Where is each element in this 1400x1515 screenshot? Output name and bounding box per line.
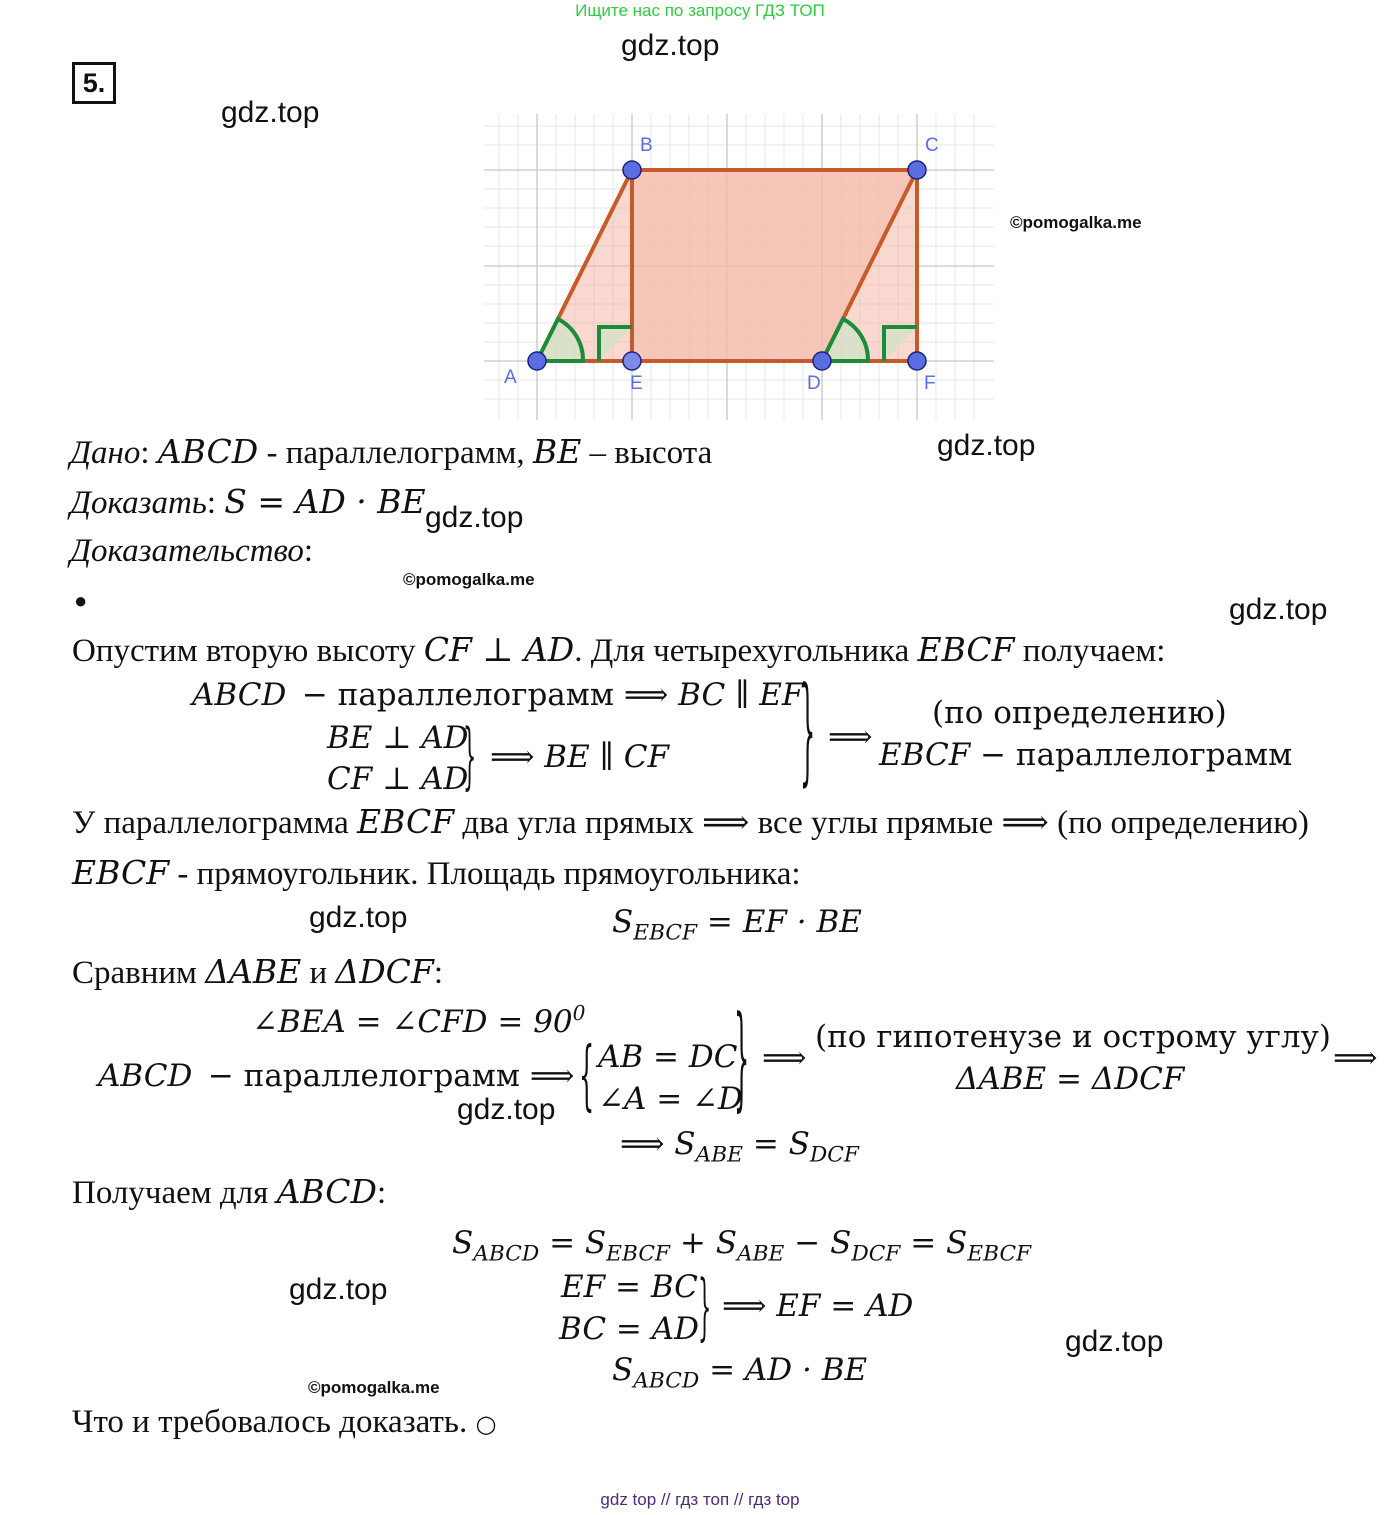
block2-line2: ABCD − параллелограмм ⟹ (98, 1058, 575, 1094)
rectangle-fill (632, 170, 917, 361)
block1-line3: CF ⊥ AD (327, 761, 469, 797)
paragraph-3: EBCF - прямоугольник. Площадь прямоугольника: (72, 853, 801, 892)
label-a: A (504, 367, 517, 388)
paragraph-2: У параллелограмма EBCF два угла прямых ⟹ все углы прямые ⟹ (по определению) (72, 802, 1309, 841)
block1-note: (по определению) (932, 695, 1227, 731)
proof-label-line: Доказательство: (70, 533, 314, 569)
label-d: D (807, 373, 821, 394)
watermark: gdz.top (937, 429, 1036, 462)
block2-line1: ∠BEA = ∠CFD = $90^0$ (252, 1000, 586, 1040)
block1-line1: ABCD − параллелограмм ⟹ BC ∥ EF (192, 677, 804, 713)
watermark: gdz.top (289, 1273, 388, 1306)
label-f: F (924, 373, 936, 394)
block1-result: ⟹ BE ∥ CF (490, 739, 669, 775)
label-c: C (925, 135, 939, 156)
bullet: ● (74, 588, 88, 613)
label-b: B (640, 135, 653, 156)
watermark: gdz.top (425, 501, 524, 534)
watermark: gdz.top (621, 29, 720, 62)
block1-conclusion: EBCF − параллелограмм (879, 737, 1293, 773)
prove-line: Доказать: S = AD · BE (70, 482, 426, 521)
watermark: ©pomogalka.me (1010, 213, 1142, 232)
end-line: Что и требовалось доказать. ○ (72, 1404, 497, 1440)
search-hint: Ищите нас по запросу ГДЗ ТОП (575, 1, 825, 20)
paragraph-4: Сравним ΔABE и ΔDCF: (72, 952, 443, 991)
block2-note: (по гипотенузе и острому углу) (815, 1019, 1331, 1055)
block2-sys1: AB = DC (598, 1039, 738, 1075)
watermark: gdz.top (457, 1093, 556, 1126)
proof-label: Доказательство (70, 533, 304, 569)
block1-arrow: ⟹ (828, 719, 873, 755)
watermark: gdz.top (221, 96, 320, 129)
watermark: gdz.top (1229, 593, 1328, 626)
block2-conclusion: ΔABE = ΔDCF (956, 1061, 1185, 1097)
watermark: ©pomogalka.me (403, 570, 535, 589)
parallelogram-figure (0, 0, 1400, 440)
watermark: gdz.top (1065, 1325, 1164, 1358)
block3-result: ⟹ EF = AD (722, 1288, 914, 1324)
block1-line2: BE ⊥ AD (327, 720, 469, 756)
given-line: Дано: ABCD - параллелограмм, BE – высота (70, 432, 713, 471)
block2-result: ⟹ $S_{ABE} = S_{DCF}$ (620, 1126, 859, 1168)
watermark: gdz.top (309, 901, 408, 934)
end-mark: ○ (475, 1410, 497, 1438)
small-brace: } (463, 713, 477, 797)
block2-brace: } (734, 994, 750, 1124)
large-brace: } (800, 665, 816, 799)
block3-sys1: EF = BC (561, 1269, 698, 1305)
paragraph-1: Опустим вторую высоту CF ⊥ AD. Для четырехугольника EBCF получаем: (72, 630, 1166, 669)
given-label: Дано (70, 435, 141, 471)
given-text2: – высота (581, 435, 713, 471)
watermark: ©pomogalka.me (308, 1378, 440, 1397)
block2-arrow: ⟹ (762, 1040, 807, 1076)
block3-equation: $S_{ABCD} = S_{EBCF} + S_{ABE} - S_{DCF} = S_{EBCF}$ (452, 1225, 1032, 1267)
given-height: BE (532, 432, 582, 471)
paragraph-5: Получаем для ABCD: (72, 1172, 387, 1211)
system-brace: { (579, 1032, 595, 1120)
problem-number: 5. (72, 62, 116, 104)
block2-note-arrow: ⟹ (1333, 1040, 1378, 1076)
block3-final: $S_{ABCD}$ = AD · BE (612, 1352, 868, 1394)
block3-brace: } (698, 1264, 712, 1348)
block2-sys2: ∠A = ∠D (598, 1081, 743, 1117)
area-rectangle-formula: $S_{EBCF}$ = EF · BE (612, 904, 862, 946)
prove-label: Доказать (70, 485, 207, 521)
block3-sys2: BC = AD (559, 1311, 699, 1347)
given-figure: ABCD (157, 432, 259, 471)
prove-formula: S = AD · BE (224, 482, 426, 521)
given-text: - параллелограмм, (258, 435, 533, 471)
label-e: E (630, 373, 643, 394)
footer-links[interactable]: gdz top // гдз топ // гдз top (600, 1490, 800, 1509)
